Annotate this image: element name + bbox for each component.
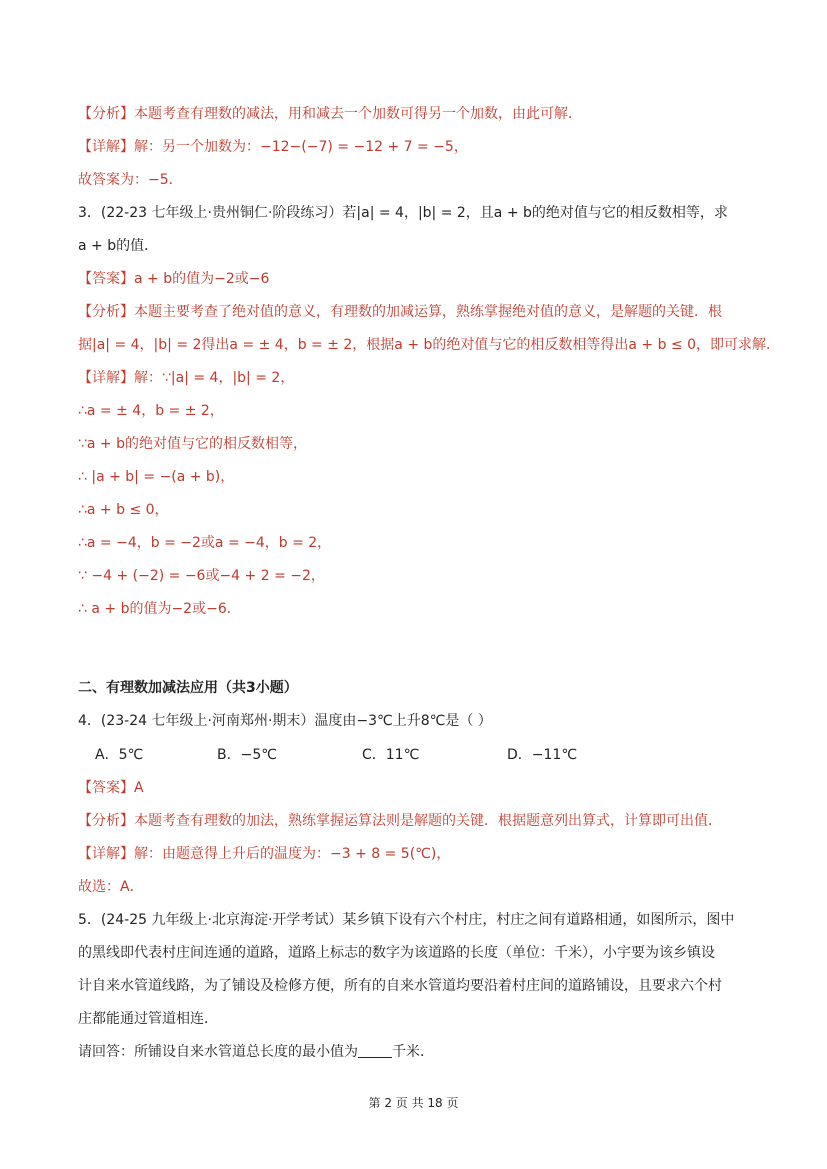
analysis-text: 本题主要考查了绝对值的意义，有理数的加减运算，熟练掌握绝对值的意义，是解题的关键．根 bbox=[134, 304, 722, 320]
q3-detail-line-6: ∴a = −4，b = −2或a = −4，b = 2， bbox=[78, 535, 332, 551]
q4-answer bbox=[78, 778, 144, 798]
analysis-text: 本题考查有理数的加法，熟练掌握运算法则是解题的关键．根据题意列出算式，计算即可出值． bbox=[134, 813, 722, 829]
q2-analysis bbox=[78, 104, 582, 124]
answer-blank bbox=[358, 1043, 392, 1058]
analysis-tag: 【分析】 bbox=[78, 813, 134, 829]
answer-text: A bbox=[134, 780, 144, 796]
page-footer: 第 2 页 共 18 页 bbox=[368, 1096, 459, 1110]
q3-detail-line-7: ∵ −4 + (−2) = −6或−4 + 2 = −2， bbox=[78, 568, 325, 584]
q4-detail bbox=[78, 844, 450, 864]
prompt-unit: 千米． bbox=[392, 1044, 434, 1060]
analysis-tag: 【分析】 bbox=[78, 304, 134, 320]
detail-tag: 【详解】 bbox=[78, 139, 134, 155]
q3-analysis-line-2: 据|a| = 4，|b| = 2得出a = ± 4，b = ± 2，根据a + b的绝对值与它的相反数相等得出a + b ≤ 0，即可求解． bbox=[78, 337, 781, 353]
q3-detail-line-5: ∴a + b ≤ 0， bbox=[78, 502, 169, 518]
q3-detail-line-3: ∵a + b的绝对值与它的相反数相等， bbox=[78, 436, 308, 452]
q3-detail-line-4: ∴ |a + b| = −(a + b)， bbox=[78, 469, 235, 485]
prompt-text: 请回答：所铺设自来水管道总长度的最小值为 bbox=[78, 1044, 358, 1060]
q3-stem-line-1: 3．(22-23 七年级上·贵州铜仁·阶段练习）若|a| = 4，|b| = 2，且a + b的绝对值与它的相反数相等，求 bbox=[78, 205, 728, 221]
option-d: D．−11℃ bbox=[507, 747, 578, 763]
option-b: B．−5℃ bbox=[217, 747, 277, 763]
answer-tag: 【答案】 bbox=[78, 780, 134, 796]
answer-text: a + b的值为−2或−6 bbox=[134, 271, 270, 287]
detail-tag: 【详解】 bbox=[78, 370, 134, 386]
analysis-tag: 【分析】 bbox=[78, 106, 134, 122]
analysis-text: 本题考查有理数的减法，用和减去一个加数可得另一个加数，由此可解． bbox=[134, 106, 582, 122]
q4-stem: 4．(23-24 七年级上·河南郑州·期末）温度由−3℃上升8℃是（ ） bbox=[78, 713, 492, 729]
option-a: A．5℃ bbox=[95, 747, 144, 763]
section-title: 二、有理数加减法应用（共3小题） bbox=[78, 680, 298, 696]
detail-tag: 【详解】 bbox=[78, 846, 134, 862]
q3-stem-line-2: a + b的值． bbox=[78, 238, 159, 254]
q5-line-3: 计自来水管道线路，为了铺设及检修方便，所有的自来水管道均要沿着村庄间的道路铺设，且要求六个村 bbox=[78, 978, 722, 994]
q2-conclusion: 故答案为：−5． bbox=[78, 172, 183, 188]
q3-detail-line-2: ∴a = ± 4，b = ± 2， bbox=[78, 403, 224, 419]
answer-tag: 【答案】 bbox=[78, 271, 134, 287]
q5-line-1: 5．(24-25 九年级上·北京海淀·开学考试）某乡镇下设有六个村庄，村庄之间有道路相通，如图所示，图中 bbox=[78, 912, 735, 928]
detail-text: 解：由题意得上升后的温度为：−3 + 8 = 5(℃)， bbox=[134, 846, 451, 862]
q3-detail-line-1 bbox=[78, 368, 294, 388]
option-c: C．11℃ bbox=[362, 747, 420, 763]
q5-line-4: 庄都能通过管道相连． bbox=[78, 1011, 218, 1027]
q5-prompt bbox=[78, 1042, 434, 1062]
q2-detail bbox=[78, 137, 468, 157]
q3-detail-line-8: ∴ a + b的值为−2或−6． bbox=[78, 601, 241, 617]
detail-text: 解：另一个加数为：−12−(−7) = −12 + 7 = −5， bbox=[134, 139, 468, 155]
q4-analysis bbox=[78, 811, 722, 831]
q3-analysis-line-1 bbox=[78, 302, 722, 322]
detail-text: 解：∵|a| = 4，|b| = 2， bbox=[134, 370, 295, 386]
q3-answer bbox=[78, 269, 269, 289]
q5-line-2: 的黑线即代表村庄间连通的道路，道路上标志的数字为该道路的长度（单位：千米），小宇要为该乡镇设 bbox=[78, 945, 715, 961]
q4-conclusion: 故选：A． bbox=[78, 879, 144, 895]
